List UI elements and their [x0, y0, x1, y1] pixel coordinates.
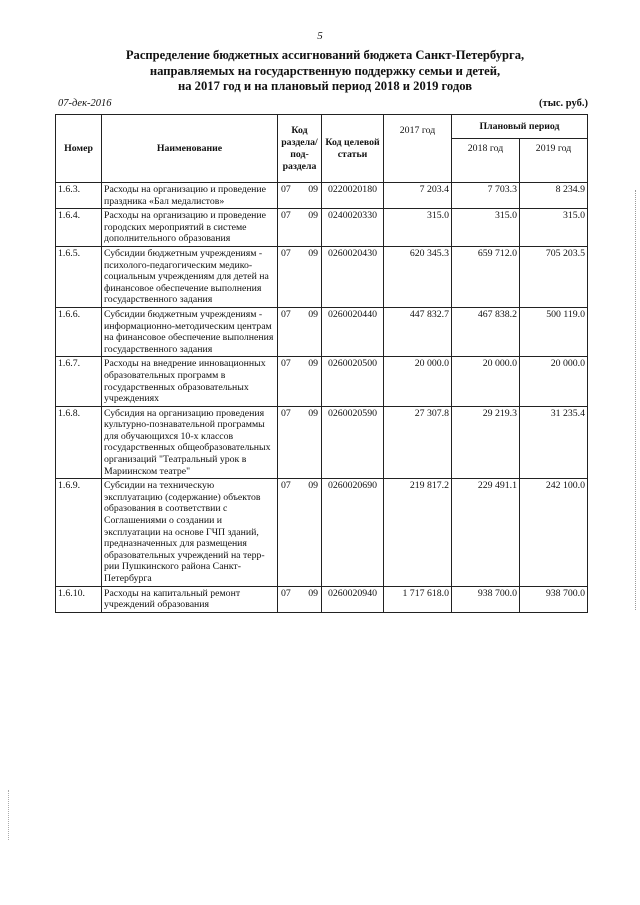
header-2017: 2017 год	[384, 115, 452, 183]
row-subsection: 09	[308, 407, 318, 419]
header-2019: 2019 год	[520, 139, 588, 183]
scan-edge-marks	[629, 190, 636, 610]
table-row	[56, 246, 588, 307]
row-number: 1.6.3.	[56, 183, 102, 209]
row-name: Расходы на внедрение инновационных образовательных программ в государственных образовательных учреждениях	[102, 357, 278, 406]
row-value-2017: 447 832.7	[384, 307, 452, 356]
row-article-code: 0260020940	[322, 586, 384, 612]
table-row	[56, 209, 588, 247]
row-section: 07	[281, 587, 291, 599]
row-value-2018: 7 703.3	[452, 183, 520, 209]
row-section: 07	[281, 247, 291, 259]
row-subsection: 09	[308, 247, 318, 259]
row-number: 1.6.8.	[56, 406, 102, 479]
row-name: Субсидии бюджетным учреждениям - психолого-педагогическим медико-социальным учреждениям для детей на финансовое обеспечение выполнения государственного задания	[102, 246, 278, 307]
scan-edge-marks-left	[8, 790, 13, 840]
row-value-2019: 242 100.0	[520, 479, 588, 586]
row-number: 1.6.10.	[56, 586, 102, 612]
row-article-code: 0260020590	[322, 406, 384, 479]
row-section: 07	[281, 480, 291, 492]
row-value-2018: 229 491.1	[452, 479, 520, 586]
row-value-2018: 29 219.3	[452, 406, 520, 479]
header-planned-period: Плановый период	[452, 115, 588, 139]
row-number: 1.6.4.	[56, 209, 102, 247]
row-value-2019: 8 234.9	[520, 183, 588, 209]
table-row	[56, 479, 588, 586]
table-body	[56, 183, 588, 613]
table-row	[56, 406, 588, 479]
row-number: 1.6.7.	[56, 357, 102, 406]
header-section: Код раздела/ под-раздела	[278, 115, 322, 183]
row-number: 1.6.6.	[56, 307, 102, 356]
row-value-2019: 938 700.0	[520, 586, 588, 612]
row-value-2019: 315.0	[520, 209, 588, 247]
row-section-code	[278, 209, 322, 247]
row-value-2017: 27 307.8	[384, 406, 452, 479]
row-value-2019: 705 203.5	[520, 246, 588, 307]
row-section-code	[278, 246, 322, 307]
header-name: Наименование	[102, 115, 278, 183]
title-line-2: направляемых на государственную поддержку семьи и детей,	[149, 63, 501, 78]
row-article-code: 0260020430	[322, 246, 384, 307]
row-value-2018: 938 700.0	[452, 586, 520, 612]
row-article-code: 0240020330	[322, 209, 384, 247]
row-number: 1.6.9.	[56, 479, 102, 586]
row-value-2019: 31 235.4	[520, 406, 588, 479]
row-subsection: 09	[308, 480, 318, 492]
title-line-3: на 2017 год и на плановый период 2018 и 2019 годов	[177, 79, 473, 93]
row-value-2017: 7 203.4	[384, 183, 452, 209]
page-number: 5	[317, 30, 323, 42]
row-name: Расходы на организацию и проведение праздника «Бал медалистов»	[102, 183, 278, 209]
header-article: Код целевой статьи	[322, 115, 384, 183]
row-section-code	[278, 183, 322, 209]
row-number: 1.6.5.	[56, 246, 102, 307]
budget-table	[55, 114, 588, 613]
row-article-code: 0260020690	[322, 479, 384, 586]
row-section-code	[278, 586, 322, 612]
row-value-2017: 20 000.0	[384, 357, 452, 406]
row-value-2017: 219 817.2	[384, 479, 452, 586]
row-name: Субсидии на техническую эксплуатацию (содержание) объектов образования в соответствии с Соглашениями о создании и эксплуатации на основе ГЧП зданий, предназначенных для размещения образовательных учреждений на терр-рии Пушкинского района Санкт-Петербурга	[102, 479, 278, 586]
row-value-2019: 20 000.0	[520, 357, 588, 406]
row-subsection: 09	[308, 308, 318, 320]
row-value-2018: 20 000.0	[452, 357, 520, 406]
document-date: 07-дек-2016	[58, 98, 112, 109]
row-section: 07	[281, 210, 291, 222]
table-row	[56, 586, 588, 612]
row-value-2019: 500 119.0	[520, 307, 588, 356]
row-value-2018: 315.0	[452, 209, 520, 247]
row-section-code	[278, 479, 322, 586]
row-section-code	[278, 357, 322, 406]
table-row	[56, 357, 588, 406]
row-name: Расходы на капитальный ремонт учреждений образования	[102, 586, 278, 612]
row-subsection: 09	[308, 210, 318, 222]
row-value-2017: 620 345.3	[384, 246, 452, 307]
row-section: 07	[281, 358, 291, 370]
row-value-2018: 659 712.0	[452, 246, 520, 307]
row-name: Субсидии бюджетным учреждениям - информационно-методическим центрам на финансовое обеспечение выполнения государственного задания	[102, 307, 278, 356]
row-article-code: 0220020180	[322, 183, 384, 209]
document-title	[60, 48, 590, 95]
title-line-1: Распределение бюджетных ассигнований бюджета Санкт-Петербурга,	[125, 48, 525, 62]
table-row	[56, 183, 588, 209]
row-value-2018: 467 838.2	[452, 307, 520, 356]
row-section: 07	[281, 407, 291, 419]
row-name: Субсидия на организацию проведения культурно-познавательной программы для обучающихся 10-х классов государственных общеобразовательных организаций "Театральный урок в Мариинском театре"	[102, 406, 278, 479]
row-article-code: 0260020500	[322, 357, 384, 406]
row-subsection: 09	[308, 184, 318, 195]
table-row	[56, 307, 588, 356]
row-section-code	[278, 307, 322, 356]
row-subsection: 09	[308, 358, 318, 370]
header-number: Номер	[56, 115, 102, 183]
row-section: 07	[281, 184, 291, 195]
units-label: (тыс. руб.)	[539, 98, 588, 109]
row-name: Расходы на организацию и проведение городских мероприятий в системе дополнительного образования	[102, 209, 278, 247]
row-subsection: 09	[308, 587, 318, 599]
row-section-code	[278, 406, 322, 479]
row-article-code: 0260020440	[322, 307, 384, 356]
row-value-2017: 1 717 618.0	[384, 586, 452, 612]
header-2018: 2018 год	[452, 139, 520, 183]
row-value-2017: 315.0	[384, 209, 452, 247]
row-section: 07	[281, 308, 291, 320]
